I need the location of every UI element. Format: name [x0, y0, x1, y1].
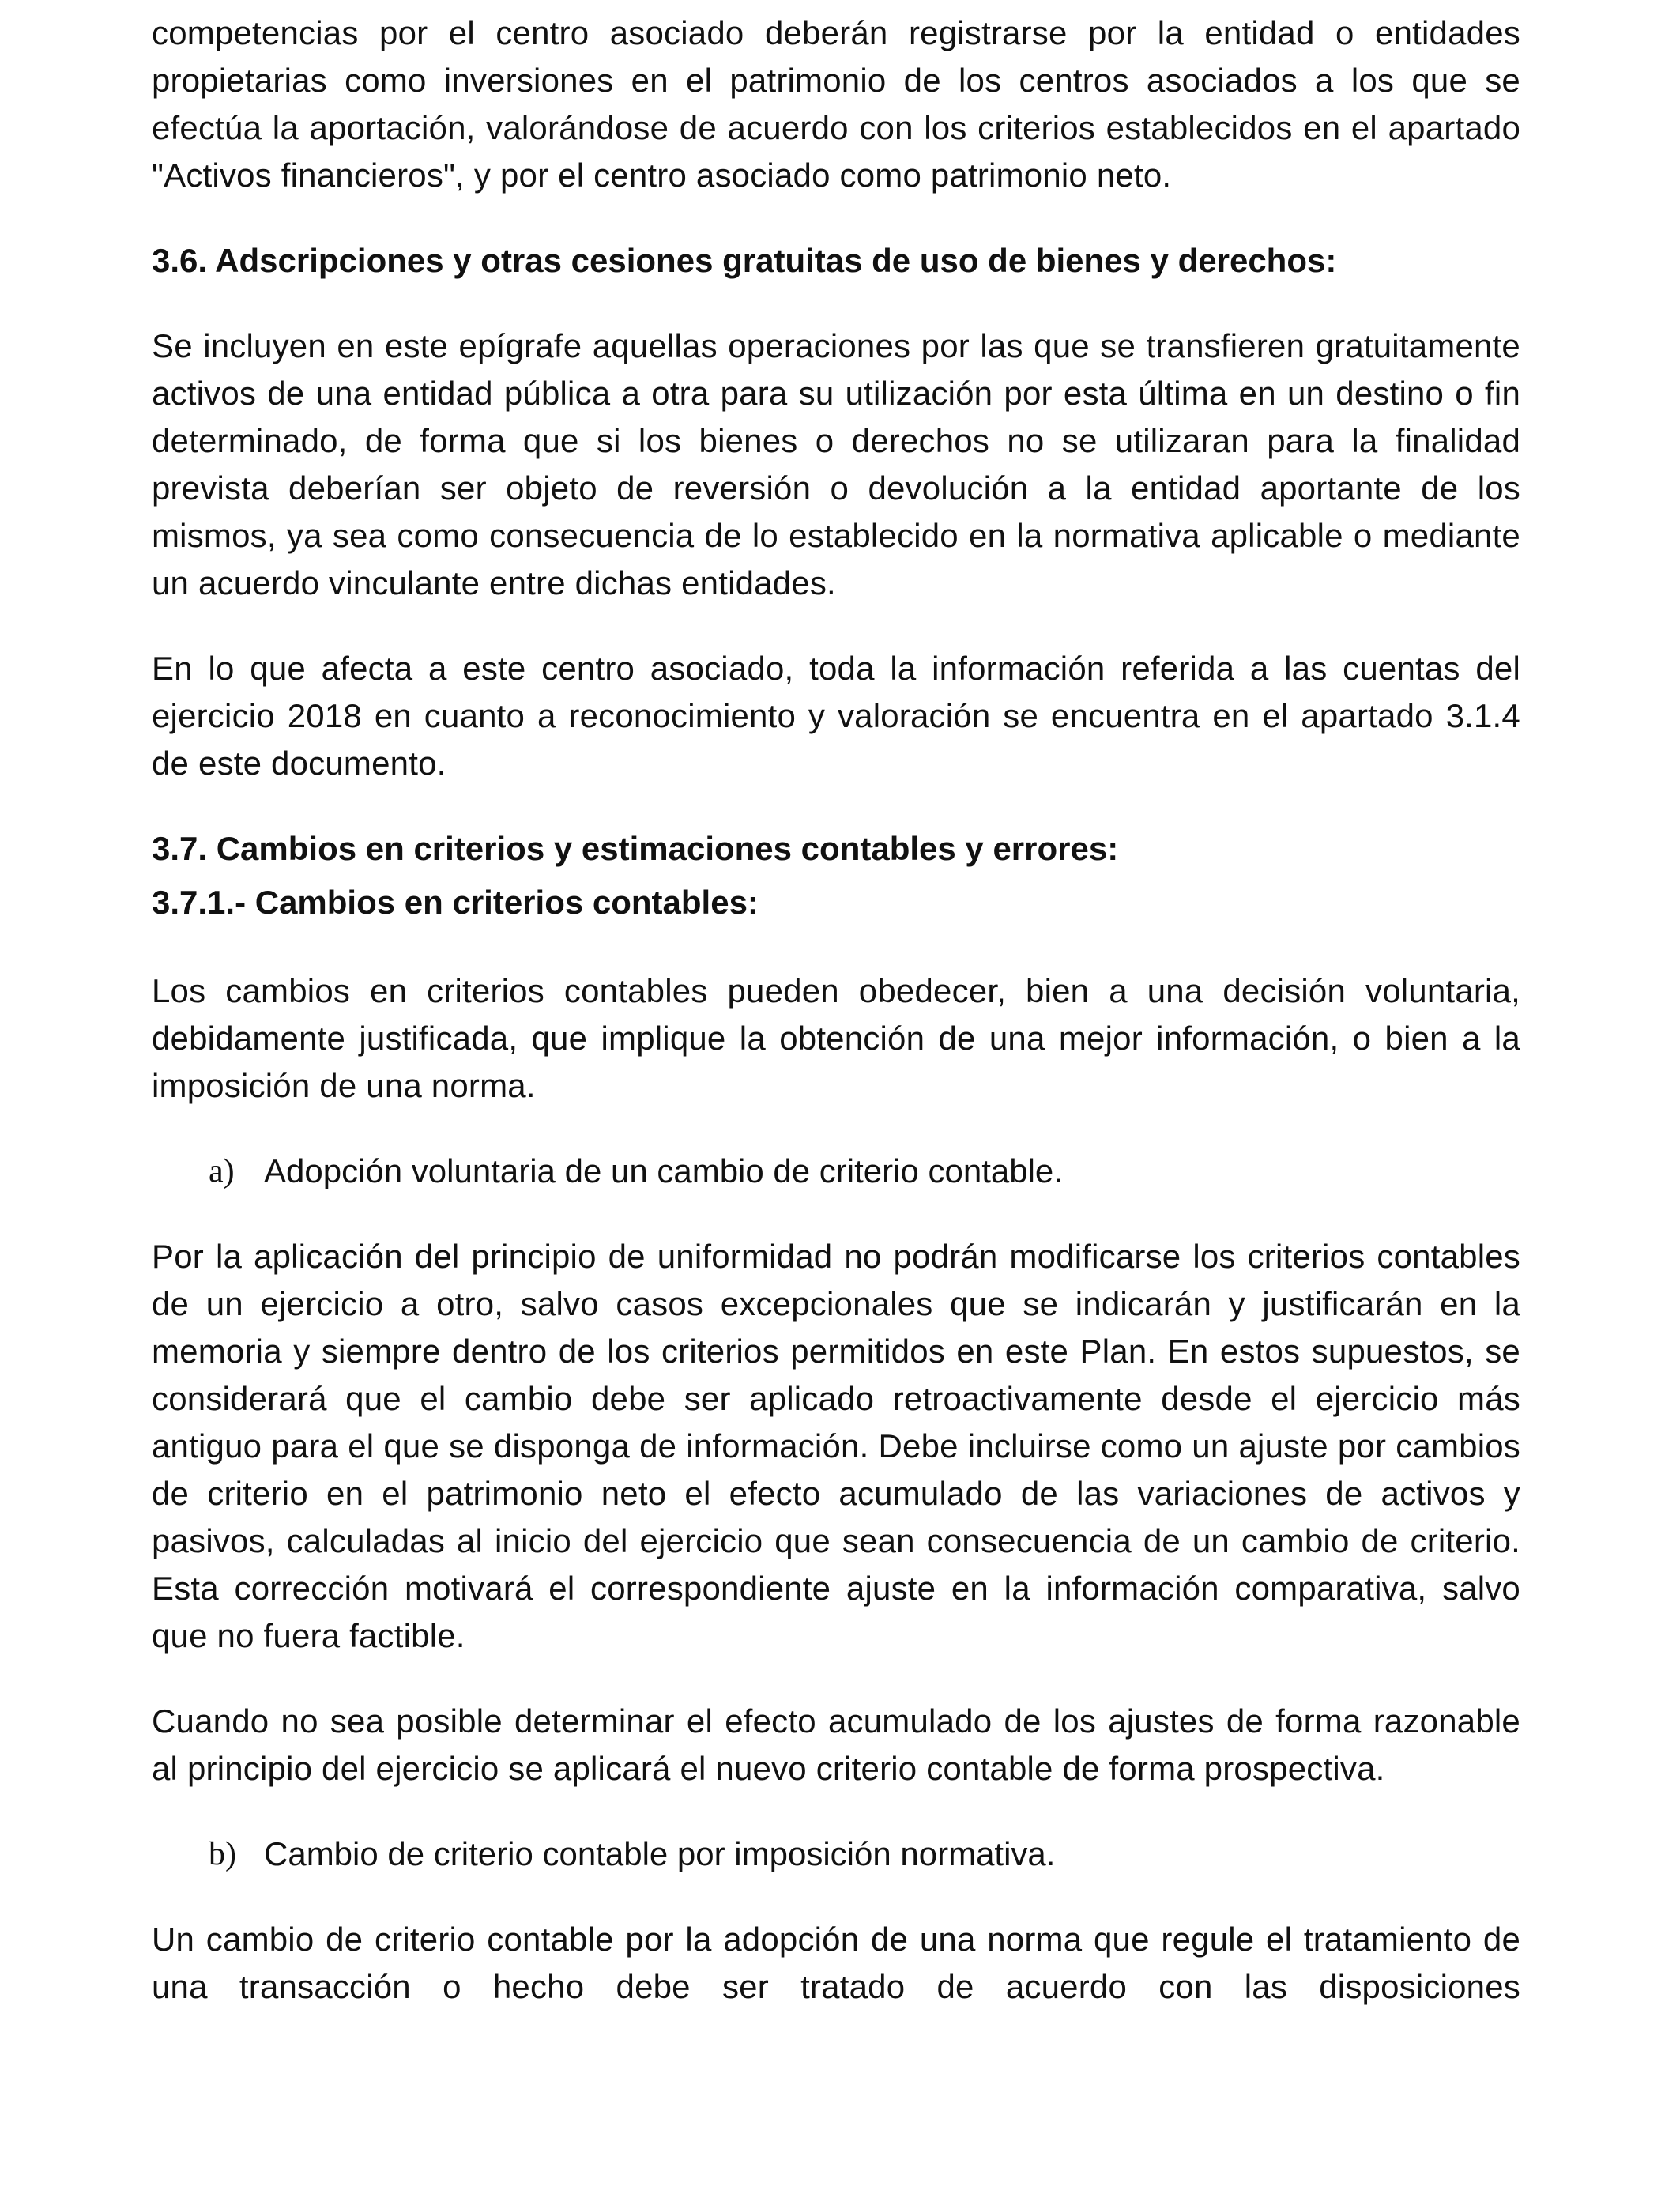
paragraph-item-b-norm: Un cambio de criterio contable por la adopción de una norma que regule el tratamiento de una transacción o hecho debe ser tratado de acuerdo con las disposiciones	[152, 1921, 1520, 2005]
paragraph-3-6-operations: Se incluyen en este epígrafe aquellas operaciones por las que se transfieren gratuitamente activos de una entidad pública a otra para su utilización por esta última en un destino o fin determinado, de forma que si los bienes o derechos no se utilizaran para la finalidad prevista deberían ser objeto de reversión o devolución a la entidad aportante de los mismos, ya sea como consecuencia de lo establecido en la normativa aplicable o mediante un acuerdo vinculante entre dichas entidades.	[152, 327, 1520, 601]
list-item-a	[152, 1148, 1520, 1195]
section-heading-3-6: 3.6. Adscripciones y otras cesiones gratuitas de uso de bienes y derechos:	[152, 242, 1337, 279]
paragraph-intro: competencias por el centro asociado deberán registrarse por la entidad o entidades propietarias como inversiones en el patrimonio de los centros asociados a los que se efectúa la aportación, valorándose de acuerdo con los criterios establecidos en el apartado "Activos financieros", y por el centro asociado como patrimonio neto.	[152, 14, 1520, 194]
paragraph-item-a-prospective: Cuando no sea posible determinar el efecto acumulado de los ajustes de forma razonable al principio del ejercicio se aplicará el nuevo criterio contable de forma prospectiva.	[152, 1702, 1520, 1787]
document-body	[152, 9, 1520, 2011]
list-item-b-text: Cambio de criterio contable por imposición normativa.	[264, 1835, 1056, 1872]
paragraph-item-a-uniformity: Por la aplicación del principio de uniformidad no podrán modificarse los criterios contables de un ejercicio a otro, salvo casos excepcionales que se indicarán y justificarán en la memoria y siempre dentro de los criterios permitidos en este Plan. En estos supuestos, se considerará que el cambio debe ser aplicado retroactivamente desde el ejercicio más antiguo para el que se disponga de información. Debe incluirse como un ajuste por cambios de criterio en el patrimonio neto el efecto acumulado de las variaciones de activos y pasivos, calculadas al inicio del ejercicio que sean consecuencia de un cambio de criterio. Esta corrección motivará el correspondiente ajuste en la información comparativa, salvo que no fuera factible.	[152, 1238, 1520, 1654]
subsection-heading-3-7-1: 3.7.1.- Cambios en criterios contables:	[152, 884, 759, 921]
paragraph-3-6-centre: En lo que afecta a este centro asociado, toda la información referida a las cuentas del ejercicio 2018 en cuanto a reconocimiento y valoración se encuentra en el apartado 3.1.4 de este documento.	[152, 650, 1520, 782]
list-item-a-text: Adopción voluntaria de un cambio de criterio contable.	[264, 1152, 1063, 1189]
list-item-b	[152, 1830, 1520, 1878]
list-marker-a: a)	[209, 1153, 235, 1189]
list-marker-b: b)	[209, 1836, 236, 1872]
paragraph-3-7-1-intro: Los cambios en criterios contables pueden obedecer, bien a una decisión voluntaria, debidamente justificada, que implique la obtención de una mejor información, o bien a la imposición de una norma.	[152, 972, 1520, 1104]
section-heading-3-7: 3.7. Cambios en criterios y estimaciones contables y errores:	[152, 830, 1119, 867]
